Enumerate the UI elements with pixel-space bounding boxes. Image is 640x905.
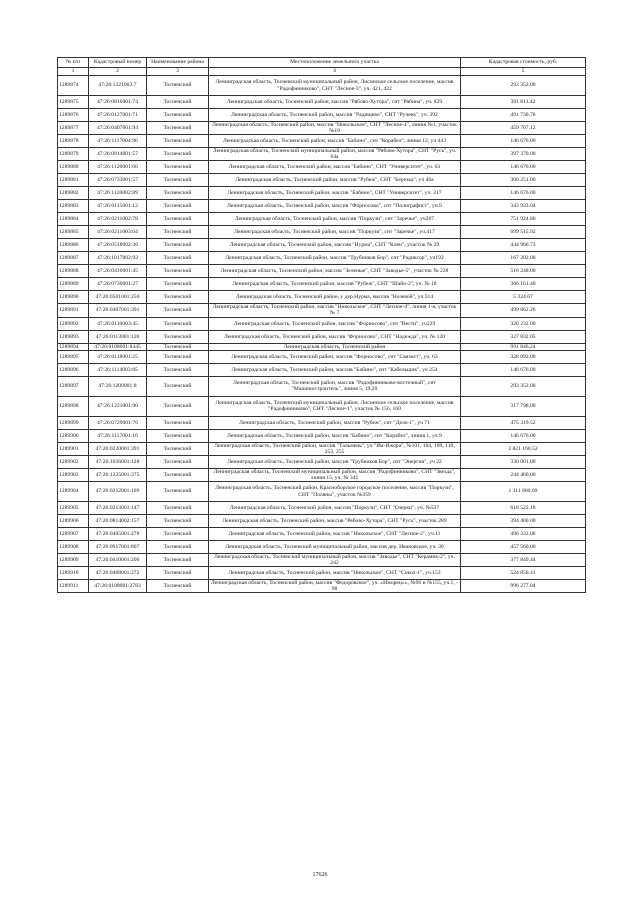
land-location: Ленинградская область, Тосненский муниципальный район, Лисинское сельское поселение, массив "Радофинниково", СНТ "Лесное-1", участок № 156, 160 [209, 396, 461, 416]
district-name: Тосненский [147, 200, 209, 213]
district-name: Тосненский [147, 187, 209, 200]
cadastral-value: 524 850.41 [461, 567, 586, 580]
land-location: Ленинградская область, Тосненский муниципальный район, массив дер. Ивановское, уч. 30 [209, 541, 461, 554]
land-location: Ленинградская область, Тосненский район, массив "Форносово", снт "Связист", уч. 63 [209, 350, 461, 363]
row-number: 1289878 [58, 135, 89, 148]
district-name: Тосненский [147, 396, 209, 416]
cadastral-number: 47:26:1209001:8 [89, 376, 147, 396]
row-number: 1289876 [58, 109, 89, 122]
cadastral-number: 47:26:0115001:12 [89, 200, 147, 213]
cadastral-number: 47:26:0108001:2783 [89, 580, 147, 593]
district-name: Тосненский [147, 109, 209, 122]
table-row [58, 396, 586, 416]
land-location: Ленинградская область, Тосненский район, массив "Бабино", снт "Кабельщик", уч 254 [209, 363, 461, 376]
table-row [58, 278, 586, 291]
cadastral-value: 2 821 160.52 [461, 442, 586, 455]
header-number: № п/п [58, 58, 89, 68]
district-name: Тосненский [147, 416, 209, 429]
cadastral-number: 47:26:1036001:128 [89, 455, 147, 468]
cadastral-number: 47:26:0410001:206 [89, 554, 147, 567]
table-row [58, 376, 586, 396]
header-cadastral-value: Кадастровая стоимость, руб. [461, 58, 586, 68]
land-location: Ленинградская область, Тосненский район, Красноборское городское поселение, массив "Поркузи", СНТ "Поляны", участок №359 [209, 482, 461, 502]
cadastral-value: 377 849.44 [461, 554, 586, 567]
cadastral-number: 47:26:0211002:78 [89, 213, 147, 226]
land-location: Ленинградская область, Тосненский муниципальный район, Лисинское сельское поселение, массив "Радофинниково", СНТ "Лесное-3", уч. 421, 422 [209, 76, 461, 96]
land-location: Ленинградская область, Тосненский район, массив "Нурма", СНТ "Клен", участок № 29 [209, 239, 461, 252]
table-row [58, 96, 586, 109]
land-location: Ленинградская область, Тосненский район, массив "Федоровское", уч. «Ижорец»», №96 и №155, уч.1, - 98 [209, 580, 461, 593]
district-name: Тосненский [147, 343, 209, 350]
cadastral-number: 47:26:1120002:89 [89, 187, 147, 200]
row-number: 1289883 [58, 200, 89, 213]
row-number: 1289899 [58, 416, 89, 429]
row-number: 1289903 [58, 468, 89, 481]
land-location: Ленинградская область, Тосненский район, массив "Зеленые", СНТ "Заводье-5", участок № 228 [209, 265, 461, 278]
row-number: 1289884 [58, 213, 89, 226]
table-row [58, 226, 586, 239]
cadastral-number: 47:26:1117004:96 [89, 135, 147, 148]
row-number: 1289902 [58, 455, 89, 468]
table-row [58, 174, 586, 187]
row-number: 1289877 [58, 122, 89, 135]
cadastral-value: 991 846.24 [461, 343, 586, 350]
row-number: 1289901 [58, 442, 89, 455]
cadastral-number: 47:26:1221001:90 [89, 396, 147, 416]
cadastral-value: 699 515.92 [461, 226, 586, 239]
district-name: Тосненский [147, 350, 209, 363]
row-number: 1289881 [58, 174, 89, 187]
land-location: Ленинградская область, Тосненский район, массив "Форносово", снт "Вести", уч229 [209, 317, 461, 330]
cadastral-number: 47:26:0118001:25 [89, 350, 147, 363]
cadastral-value: 397 370.00 [461, 148, 586, 161]
cadastral-number: 47:26:0814002:157 [89, 515, 147, 528]
district-name: Тосненский [147, 363, 209, 376]
district-name: Тосненский [147, 541, 209, 554]
cadastral-number: 47:26:1114003:85 [89, 363, 147, 376]
cadastral-number: 47:26:1225001:375 [89, 468, 147, 481]
land-location: Ленинградская область, Тосненский район, у дер.Нурма, массив "Нозевой", уч.314 [209, 291, 461, 304]
cadastral-number: 47:26:0113001:120 [89, 330, 147, 343]
cadastral-value-table [57, 57, 586, 593]
district-name: Тосненский [147, 239, 209, 252]
district-name: Тосненский [147, 429, 209, 442]
column-number-row [58, 68, 586, 76]
land-location: Ленинградская область, Тосненский район, массив "Форносово", снт "Полиграфист", уч.9 [209, 200, 461, 213]
district-name: Тосненский [147, 515, 209, 528]
row-number: 1289905 [58, 502, 89, 515]
land-location: Ленинградская область, Тосненский район, массив "Бабино", СНТ "Университет", уч. 63 [209, 161, 461, 174]
row-number: 1289897 [58, 376, 89, 396]
cadastral-number: 47:26:0408001:272 [89, 567, 147, 580]
cadastral-value: 343 933.04 [461, 200, 586, 213]
header-district: Наименование района [147, 58, 209, 68]
cadastral-value: 328 092.00 [461, 350, 586, 363]
land-location: Ленинградская область, Тосненский район, массив "Форносово", СНТ "Надежда", уч. № 120 [209, 330, 461, 343]
cadastral-number: 47:26:0213003:147 [89, 502, 147, 515]
cadastral-number: 47:26:0730001:27 [89, 278, 147, 291]
cadastral-value: 146 676.00 [461, 429, 586, 442]
cadastral-value: 5 324.67 [461, 291, 586, 304]
cadastral-number: 47:26:0212001:109 [89, 482, 147, 502]
table-row [58, 291, 586, 304]
district-name: Тосненский [147, 330, 209, 343]
row-number: 1289904 [58, 482, 89, 502]
cadastral-value: 146 676.00 [461, 187, 586, 200]
cadastral-value: 320 232.00 [461, 317, 586, 330]
land-location: Ленинградская область, Тосненский район, массив "Никольское", СНТ "Лесное-4", линия №1, участок №19 [209, 122, 461, 135]
row-number: 1289890 [58, 291, 89, 304]
district-name: Тосненский [147, 376, 209, 396]
land-location: Ленинградская область, Тосненский район, массив "Никольское", СНТ "Лесное-4", линия 1-я, участок № 7 [209, 304, 461, 317]
cadastral-number: 47:26:0211003:64 [89, 226, 147, 239]
district-name: Тосненский [147, 482, 209, 502]
land-location: Ленинградская область, Тосненский район, массив "Рубеж", СНТ "Шайо-2", уч. № 18 [209, 278, 461, 291]
land-location: Ленинградская область, Тосненский район, массив "Бабино", снт "Корабел", линия 12, уч 443 [209, 135, 461, 148]
column-number: 1 [58, 68, 89, 76]
column-number: 2 [89, 68, 147, 76]
cadastral-value: 167 202.00 [461, 252, 586, 265]
land-location: Ленинградская область, Тосненский район, массив "Тальмень", уч "Ям-Ижора", №101, 104, 109, 110, 253, 255 [209, 442, 461, 455]
table-row [58, 187, 586, 200]
district-name: Тосненский [147, 161, 209, 174]
row-number: 1289898 [58, 396, 89, 416]
cadastral-number: 47:26:0407001:94 [89, 122, 147, 135]
table-row [58, 200, 586, 213]
cadastral-value: 618 522.18 [461, 502, 586, 515]
cadastral-value: 146 676.00 [461, 363, 586, 376]
district-name: Тосненский [147, 278, 209, 291]
column-number: 4 [209, 68, 461, 76]
row-number: 1289874 [58, 76, 89, 96]
district-name: Тосненский [147, 291, 209, 304]
cadastral-number: 47:26:1017002:92 [89, 252, 147, 265]
cadastral-value: 457 560.00 [461, 541, 586, 554]
district-name: Тосненский [147, 502, 209, 515]
row-number: 1289888 [58, 265, 89, 278]
land-location: Ленинградская область, Тосненский муниципальный район, массив "Рябово-Хутора", СНТ "Русь", уч. 64а [209, 148, 461, 161]
cadastral-value: 394 400.00 [461, 515, 586, 528]
table-row [58, 416, 586, 429]
land-location: Ленинградская область, Тосненский район, массив "Поркузи", снт "Заречье", уч.417 [209, 226, 461, 239]
table-body [58, 76, 586, 593]
cadastral-number: 47:26:0816001:74 [89, 96, 147, 109]
row-number: 1289887 [58, 252, 89, 265]
district-name: Тосненский [147, 96, 209, 109]
cadastral-number: 47:26:1117001:16 [89, 429, 147, 442]
land-location: Ленинградская область, Тосненский район, массив "Трубников Бор", снт "Энергия", уч 22 [209, 455, 461, 468]
table-row [58, 330, 586, 343]
table-row [58, 122, 586, 135]
land-location: Ленинградская область, Тосненский район, массив "Никольское", СНТ "Лесное-2", уч.11 [209, 528, 461, 541]
column-number: 3 [147, 68, 209, 76]
cadastral-number: 47:26:0501001:256 [89, 291, 147, 304]
table-row [58, 482, 586, 502]
district-name: Тосненский [147, 317, 209, 330]
cadastral-value: 516 248.00 [461, 265, 586, 278]
table-row [58, 109, 586, 122]
district-name: Тосненский [147, 252, 209, 265]
table-row [58, 567, 586, 580]
land-location: Ленинградская область, Тосненский район, массив "Рябово-Хутора", СНТ "Русь", участок 289 [209, 515, 461, 528]
cadastral-value: 1 111 860.09 [461, 482, 586, 502]
table-row [58, 502, 586, 515]
table-row [58, 528, 586, 541]
row-number: 1289908 [58, 541, 89, 554]
cadastral-value: 293 352.00 [461, 76, 586, 96]
row-number: 1289893 [58, 330, 89, 343]
cadastral-value: 366 161.40 [461, 278, 586, 291]
table-row [58, 135, 586, 148]
district-name: Тосненский [147, 468, 209, 481]
table-row [58, 343, 586, 350]
land-location: Ленинградская область, Тосненский район, массив "Рубеж", снт "Дело-1", уч 71 [209, 416, 461, 429]
cadastral-value: 996 277.04 [461, 580, 586, 593]
row-number: 1289909 [58, 554, 89, 567]
row-number: 1289886 [58, 239, 89, 252]
district-name: Тосненский [147, 304, 209, 317]
row-number: 1289889 [58, 278, 89, 291]
row-number: 1289880 [58, 161, 89, 174]
district-name: Тосненский [147, 580, 209, 593]
cadastral-number: 47:26:0407001:391 [89, 304, 147, 317]
land-location: Ленинградская область, Тосненский район, массив "Бабино", СНТ "Университет", уч. 217 [209, 187, 461, 200]
row-number: 1289900 [58, 429, 89, 442]
land-location: Ленинградская область, Тосненский район, массив "Поркузи", снт "Заречье", уч267 [209, 213, 461, 226]
table-row [58, 213, 586, 226]
row-number: 1289885 [58, 226, 89, 239]
header-location: Местоположение земельного участка [209, 58, 461, 68]
cadastral-value: 244 460.00 [461, 468, 586, 481]
row-number: 1289882 [58, 187, 89, 200]
cadastral-number: 47:26:0733001:57 [89, 174, 147, 187]
row-number: 1289911 [58, 580, 89, 593]
table-row [58, 541, 586, 554]
table-row [58, 554, 586, 567]
table-row [58, 239, 586, 252]
cadastral-number: 47:26:1221003:7 [89, 76, 147, 96]
cadastral-value: 496 332.06 [461, 528, 586, 541]
district-name: Тосненский [147, 554, 209, 567]
cadastral-number: 47:26:1120001:66 [89, 161, 147, 174]
page-number: 17626 [312, 872, 328, 878]
table-row [58, 515, 586, 528]
cadastral-value: 146 676.00 [461, 161, 586, 174]
table-row [58, 148, 586, 161]
row-number: 1289879 [58, 148, 89, 161]
land-location: Ленинградская область, Тосненский район, массив "Трубников Бор", снт "Радиксор", уч192 [209, 252, 461, 265]
cadastral-number: 47:26:0108001:8445 [89, 343, 147, 350]
table-row [58, 455, 586, 468]
row-number: 1289906 [58, 515, 89, 528]
table-row [58, 161, 586, 174]
cadastral-value: 327 832.05 [461, 330, 586, 343]
cadastral-value: 499 862.26 [461, 304, 586, 317]
table-row [58, 468, 586, 481]
cadastral-number: 47:26:0405001:278 [89, 528, 147, 541]
table-row [58, 76, 586, 96]
row-number: 1289891 [58, 304, 89, 317]
table-row [58, 442, 586, 455]
table-row [58, 304, 586, 317]
district-name: Тосненский [147, 76, 209, 96]
land-location: Ленинградская область, Тосненский район, массив "Никольское", СНТ "Сокол-1", уч.153 [209, 567, 461, 580]
cadastral-value: 751 924.80 [461, 213, 586, 226]
land-location: Ленинградская область, Тосненский район, массив "Радищево", СНТ "Ручеек", уч. 392 [209, 109, 461, 122]
district-name: Тосненский [147, 528, 209, 541]
land-location: Ленинградская область, Тосненский район, массив "Радофинниково-восточный", снт "Машиностроитель", линия 5, 19,20 [209, 376, 461, 396]
district-name: Тосненский [147, 122, 209, 135]
district-name: Тосненский [147, 226, 209, 239]
district-name: Тосненский [147, 213, 209, 226]
cadastral-value: 146 676.00 [461, 135, 586, 148]
cadastral-number: 47:26:0917001:807 [89, 541, 147, 554]
row-number: 1289875 [58, 96, 89, 109]
land-location: Ленинградская область, Тосненский район, массив "Рубеж", СНТ "Березка", уч 46а [209, 174, 461, 187]
table-row [58, 580, 586, 593]
row-number: 1289892 [58, 317, 89, 330]
land-location: Ленинградская область, Тосненский район [209, 343, 461, 350]
land-location: Ленинградская область, Тосненский муниципальный район, массив "Заводье", СНТ "Керамик-2", уч. 242 [209, 554, 461, 567]
land-location: Ленинградская область, Тосненский район, массив "Поркузи", СНТ "Озерки", уч. №537 [209, 502, 461, 515]
column-number: 5 [461, 68, 586, 76]
cadastral-number: 47:26:0127001:71 [89, 109, 147, 122]
cadastral-number: 47:26:0729001:76 [89, 416, 147, 429]
table-row [58, 252, 586, 265]
header-cadastral-number: Кадастровый номер [89, 58, 147, 68]
table-row [58, 350, 586, 363]
cadastral-value: 444 966.73 [461, 239, 586, 252]
district-name: Тосненский [147, 135, 209, 148]
cadastral-value: 475 319.52 [461, 416, 586, 429]
cadastral-number: 47:26:0416001:45 [89, 265, 147, 278]
table-row [58, 363, 586, 376]
cadastral-value: 317 798.00 [461, 396, 586, 416]
district-name: Тосненский [147, 265, 209, 278]
district-name: Тосненский [147, 174, 209, 187]
row-number: 1289895 [58, 350, 89, 363]
row-number: 1289896 [58, 363, 89, 376]
cadastral-value: 491 730.78 [461, 109, 586, 122]
land-location: Ленинградская область, Тосненский район, массив "Рябово-Хутора", снт "Рябина", уч. 829 [209, 96, 461, 109]
land-location: Ленинградская область, Тосненский район, массив "Бабино", снт "Корабел", линия 1, уч 9 [209, 429, 461, 442]
header-row [58, 58, 586, 68]
cadastral-value: 300 251.00 [461, 174, 586, 187]
cadastral-value: 391 811.42 [461, 96, 586, 109]
land-location: Ленинградская область, Тосненский муниципальный район, массив "Радофинниково", СНТ "Звезда", линия 15, уч. № 341 [209, 468, 461, 481]
row-number: 1289907 [58, 528, 89, 541]
district-name: Тосненский [147, 567, 209, 580]
table-row [58, 265, 586, 278]
district-name: Тосненский [147, 455, 209, 468]
district-name: Тосненский [147, 148, 209, 161]
district-name: Тосненский [147, 442, 209, 455]
cadastral-value: 330 001.00 [461, 455, 586, 468]
cadastral-value: 459 707.12 [461, 122, 586, 135]
cadastral-number: 47:26:0110003:45 [89, 317, 147, 330]
row-number: 1289910 [58, 567, 89, 580]
table-row [58, 429, 586, 442]
cadastral-number: 47:26:0220001:391 [89, 442, 147, 455]
table-row [58, 317, 586, 330]
row-number: 1289894 [58, 343, 89, 350]
cadastral-number: 47:26:0518002:36 [89, 239, 147, 252]
cadastral-value: 293 352.00 [461, 376, 586, 396]
cadastral-number: 47:26:0814001:57 [89, 148, 147, 161]
